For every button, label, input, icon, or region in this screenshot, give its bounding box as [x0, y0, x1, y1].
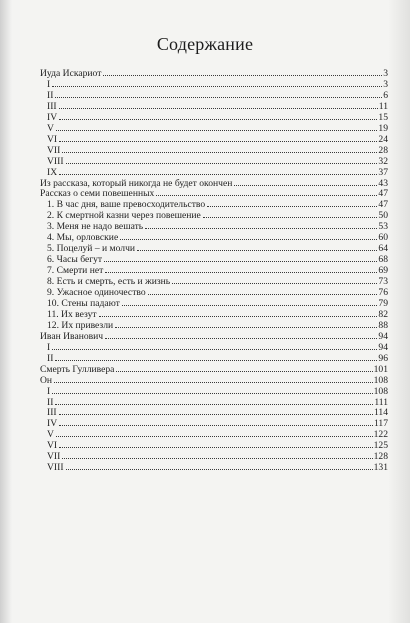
toc-entry-title: VI [47, 133, 58, 145]
toc-dot-leader [105, 330, 377, 339]
toc-entry-page-number: 128 [373, 451, 388, 463]
toc-entry-page-number: 3 [383, 78, 388, 90]
toc-dot-leader [115, 319, 377, 328]
toc-entry [40, 374, 388, 385]
toc-entry [47, 385, 388, 396]
toc-dot-leader [54, 374, 373, 383]
toc-entry-title: Иван Иванович [40, 330, 104, 342]
toc-entry-page-number: 108 [373, 374, 388, 386]
toc-dot-leader [55, 352, 377, 361]
toc-entry [47, 406, 388, 417]
toc-entry-page-number: 32 [378, 155, 388, 167]
toc-entry-page-number: 131 [373, 462, 388, 474]
toc-entry-title: 5. Поцелуй – и молчи [47, 243, 136, 255]
toc-entry-title: VII [47, 144, 61, 156]
toc-entry-page-number: 3 [383, 68, 388, 79]
toc-entry-title: II [47, 352, 54, 364]
toc-entry-title: Он [40, 374, 53, 386]
toc-entry [40, 330, 388, 341]
toc-dot-leader [59, 133, 377, 142]
toc-entry [47, 144, 388, 155]
toc-entry-title: 2. К смертной казни через повешение [47, 210, 201, 222]
toc-entry [40, 177, 388, 188]
toc-dot-leader [104, 253, 377, 262]
toc-entry-title: VIII [47, 155, 64, 167]
toc-entry-page-number: 47 [378, 188, 388, 200]
toc-entry-page-number: 69 [378, 265, 388, 277]
toc-dot-leader [234, 177, 377, 186]
toc-dot-leader [148, 286, 378, 295]
toc-entry [47, 155, 388, 166]
toc-entry [47, 428, 388, 439]
toc-dot-leader [59, 439, 372, 448]
toc-entry-title: II [47, 396, 54, 408]
toc-entry-title: Рассказ о семи повешенных [40, 188, 155, 200]
toc-entry-page-number: 50 [378, 210, 388, 222]
toc-entry [47, 319, 388, 330]
toc-entry-page-number: 43 [378, 177, 388, 189]
toc-entry [47, 111, 388, 122]
toc-entry [47, 439, 388, 450]
toc-entry-title: III [47, 100, 57, 112]
toc-entry-page-number: 101 [373, 363, 388, 375]
toc-dot-leader [56, 122, 377, 131]
toc-entry-page-number: 96 [378, 352, 388, 364]
toc-entry-title: V [47, 429, 54, 441]
toc-entry [47, 286, 388, 297]
toc-entry-title: 6. Часы бегут [47, 254, 103, 266]
toc-dot-leader [103, 67, 382, 76]
toc-entry-title: 9. Ужасное одиночество [47, 287, 146, 298]
toc-dot-leader [52, 341, 377, 350]
toc-entry [47, 100, 388, 111]
toc-dot-leader [62, 144, 377, 153]
page-title: Содержание [156, 34, 254, 54]
toc-dot-leader [137, 242, 377, 251]
toc-entry-title: IX [47, 166, 58, 178]
toc-dot-leader [55, 396, 373, 405]
toc-entry-title: V [47, 122, 54, 134]
toc-entry-page-number: 28 [378, 144, 388, 156]
toc-entry-page-number: 108 [373, 385, 388, 397]
toc-entry [47, 78, 388, 89]
toc-dot-leader [172, 275, 377, 284]
toc-dot-leader [55, 89, 382, 98]
toc-dot-leader [156, 187, 377, 196]
toc-dot-leader [120, 231, 377, 240]
toc-entry-title: I [47, 385, 51, 397]
toc-entry-title: 7. Смерти нет [47, 265, 104, 277]
toc-entry-title: VIII [47, 462, 64, 474]
toc-entry-page-number: 122 [373, 429, 388, 441]
toc-entry [47, 396, 388, 407]
toc-entry [40, 363, 388, 374]
toc-entry [47, 122, 388, 133]
toc-entry-title: 8. Есть и смерть, есть и жизнь [47, 276, 171, 288]
toc-entry-title: IV [47, 418, 58, 430]
toc-entry-page-number: 111 [374, 396, 388, 408]
toc-entry [40, 187, 388, 198]
toc-entry-title: II [47, 89, 54, 101]
toc-entry-title: III [47, 407, 57, 419]
toc-entry-page-number: 11 [378, 100, 388, 112]
toc-dot-leader [52, 78, 382, 87]
toc-entry [47, 209, 388, 220]
toc-entry [47, 253, 388, 264]
toc-dot-leader [59, 417, 373, 426]
toc-entry-title: 4. Мы, орловские [47, 232, 119, 244]
toc-dot-leader [59, 166, 377, 175]
toc-entry-page-number: 76 [378, 287, 388, 298]
toc-dot-leader [145, 220, 377, 229]
toc-entry [47, 231, 388, 242]
toc-dot-leader [59, 406, 373, 415]
toc-entry [47, 417, 388, 428]
toc-entry-page-number: 37 [378, 166, 388, 178]
toc-entry [47, 264, 388, 275]
toc-entry-page-number: 125 [373, 440, 388, 452]
toc-entry-title: VI [47, 440, 58, 452]
toc-entry-title: I [47, 341, 51, 353]
toc-entry [47, 297, 388, 308]
toc-entry [47, 352, 388, 363]
toc-entry-page-number: 47 [378, 199, 388, 211]
toc-entry-page-number: 94 [378, 341, 388, 353]
toc-entry-page-number: 6 [383, 89, 388, 101]
toc-dot-leader [56, 428, 373, 437]
toc-dot-leader [203, 209, 378, 218]
toc-entry-page-number: 79 [378, 297, 388, 309]
toc-dot-leader [66, 155, 378, 164]
toc-entry [47, 341, 388, 352]
toc-entry [47, 450, 388, 461]
toc-entry-page-number: 60 [378, 232, 388, 244]
toc-entry-page-number: 24 [378, 133, 388, 145]
toc-entry-page-number: 117 [373, 418, 388, 430]
toc-entry [47, 275, 388, 286]
toc-entry [47, 198, 388, 209]
toc-dot-leader [99, 308, 378, 317]
toc-entry-page-number: 94 [378, 330, 388, 342]
toc-entry [47, 461, 388, 472]
toc-entry-title: Смерть Гулливера [40, 363, 115, 375]
toc-dot-leader [52, 385, 372, 394]
toc-entry-page-number: 68 [378, 254, 388, 266]
toc-dot-leader [59, 111, 377, 120]
toc-entry-title: IV [47, 111, 58, 123]
toc-entry [47, 133, 388, 144]
toc-entry [47, 89, 388, 100]
toc-entry [47, 220, 388, 231]
toc-dot-leader [59, 100, 378, 109]
toc-entry [47, 242, 388, 253]
toc-entry-title: I [47, 78, 51, 90]
toc-dot-leader [116, 363, 372, 372]
toc-dot-leader [207, 198, 377, 207]
toc-entry-page-number: 19 [378, 122, 388, 134]
toc-entry-title: Иуда Искариот [40, 68, 102, 79]
toc-entry-page-number: 88 [378, 319, 388, 331]
toc-entry-title: 1. В час дня, ваше превосходительство [47, 199, 206, 211]
toc-entry [47, 308, 388, 319]
toc-dot-leader [66, 461, 373, 470]
toc-entry-title: 11. Их везут [47, 308, 97, 320]
toc-entry [47, 166, 388, 177]
toc-entry-page-number: 15 [378, 111, 388, 123]
toc-dot-leader [62, 450, 372, 459]
toc-entry [40, 67, 388, 78]
toc-dot-leader [105, 264, 377, 273]
toc-entry-page-number: 114 [373, 407, 388, 419]
toc-entry-page-number: 73 [378, 276, 388, 288]
toc-entry-title: 10. Стены падают [47, 297, 120, 309]
toc-entry-page-number: 64 [378, 243, 388, 255]
toc-entry-page-number: 82 [378, 308, 388, 320]
toc-entry-title: VII [47, 451, 61, 463]
toc-entry-title: 3. Меня не надо вешать [47, 221, 144, 233]
toc-dot-leader [122, 297, 378, 306]
toc-entry-title: Из рассказа, который никогда не будет окончен [40, 177, 233, 189]
toc-entry-title: 12. Их привезли [47, 319, 114, 331]
toc-entry-page-number: 53 [378, 221, 388, 233]
